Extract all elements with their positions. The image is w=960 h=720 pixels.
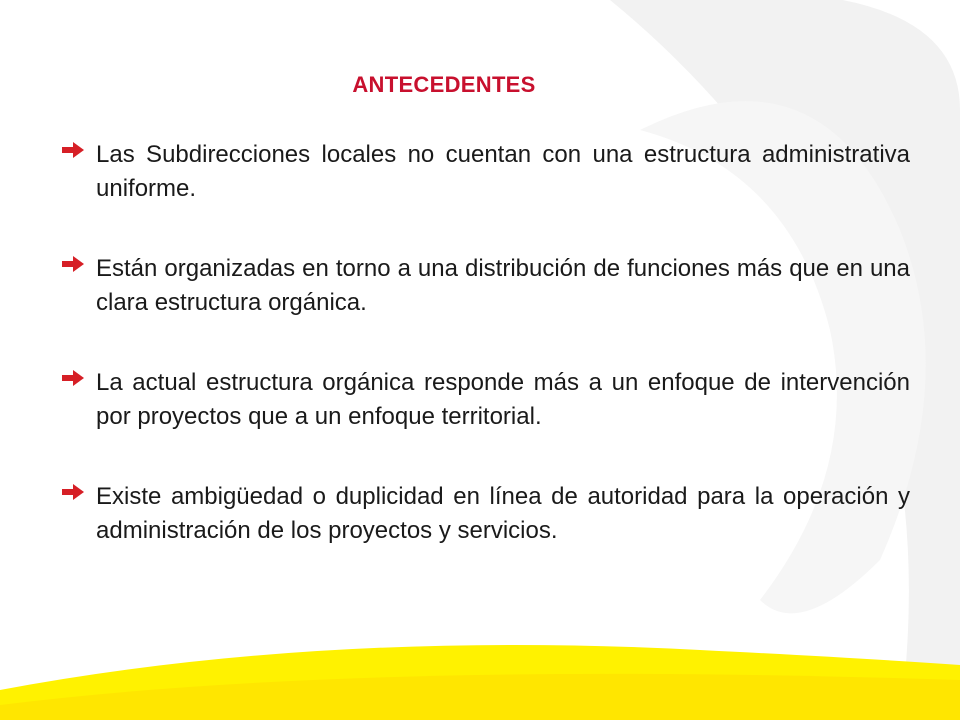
bullet-text: La actual estructura orgánica responde más a un enfoque de intervención por proyectos que a un enfoque territorial.: [96, 369, 910, 430]
slide-title: ANTECEDENTES: [352, 72, 536, 97]
bullet-text: Las Subdirecciones locales no cuentan con una estructura administrativa uniforme.: [96, 141, 910, 202]
bullet-item: [62, 138, 910, 206]
arrow-bullet-icon: [62, 370, 84, 386]
bullet-item: [62, 480, 910, 548]
bullet-text: Están organizadas en torno a una distribución de funciones más que en una clara estructura orgánica.: [96, 255, 910, 316]
bullet-item: [62, 366, 910, 434]
arrow-bullet-icon: [62, 142, 84, 158]
bullet-text: Existe ambigüedad o duplicidad en línea de autoridad para la operación y administración de los proyectos y servicios.: [96, 483, 910, 544]
bullet-item: [62, 252, 910, 320]
arrow-bullet-icon: [62, 484, 84, 500]
bullet-list: [62, 138, 910, 594]
arrow-bullet-icon: [62, 256, 84, 272]
